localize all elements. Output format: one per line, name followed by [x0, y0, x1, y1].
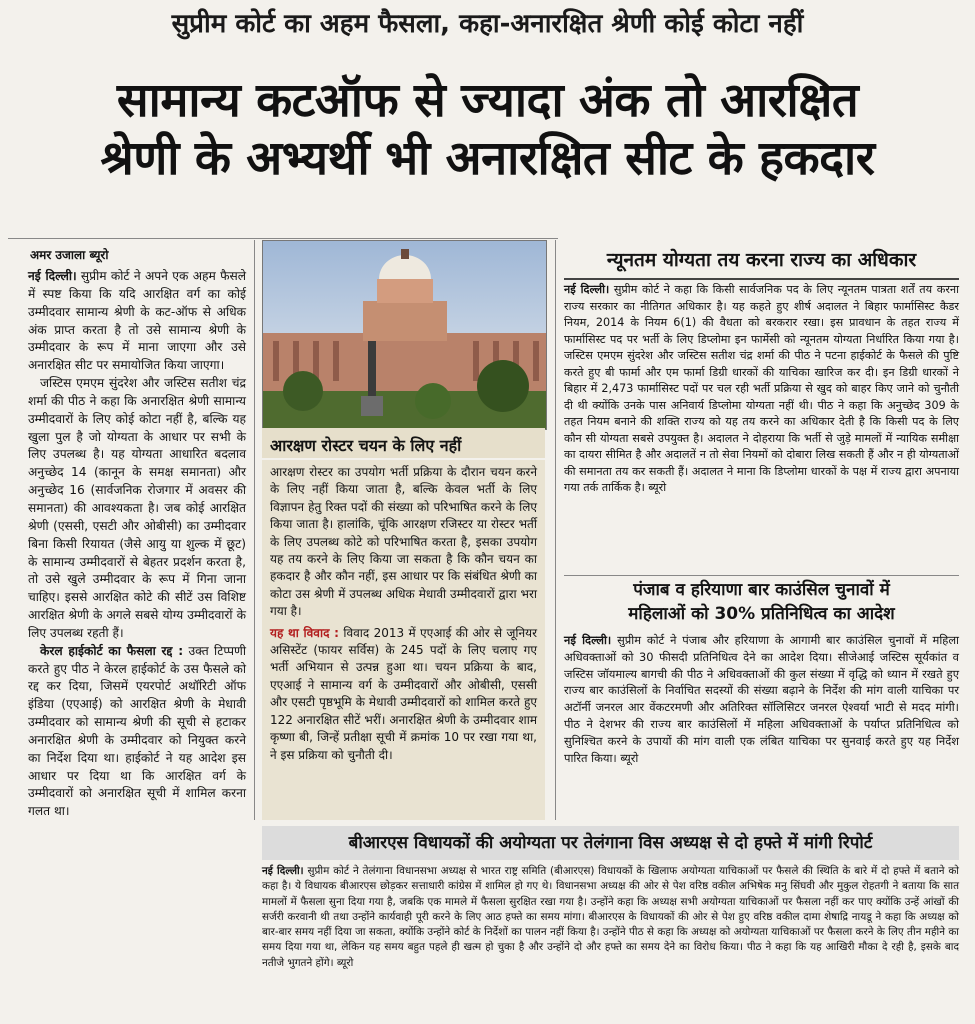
box-para-1: आरक्षण रोस्टर का उपयोग भर्ती प्रक्रिया के दौरान चयन करने के लिए नहीं किया जाता है, बल्कि केवल भर्ती के लिए विज्ञापन हेतु रिक्त पदों की संख्या को परिभाषित करने के लिए किया जाता है। हालांकि, चूंकि आरक्षण रजिस्टर या रोस्टर भर्ती के लिए उपलब्ध कोटे को परिभाषित करता है, इसका उपयोग यह तय करने के लिए किया जा सकता है कि कौन चयन का हकदार है और कौन नहीं, इस आधार पर कि संबंधित श्रेणी का कोटा उस श्रेणी में उपलब्ध अधिक मेधावी उम्मीदवारों द्वारा भरा गया है। — [270, 465, 537, 619]
left-article — [28, 268, 246, 821]
bottom-story — [262, 864, 959, 971]
box-para-2: यह था विवाद : विवाद 2013 में एएआई की ओर से जूनियर असिस्टेंट (फायर सर्विस) के 245 पदों के लिए चलाए गए भर्ती अभियान से उत्पन्न हुआ था। चयन प्रक्रिया के बाद, एएआई ने सामान्य वर्ग के उम्मीदवारों और ओबीसी, एससी और एसटी पृष्ठभूमि के मेधावी उम्मीदवारों को शामिल करते हुए 122 अनारक्षित सीटें भरीं। अनारक्षित श्रेणी के उम्मीदवार शाम कृष्णा बी, जिन्हें प्रतीक्षा सूची में क्रमांक 10 पर रखा गया था, ने इस प्रक्रिया को चुनौती दी। — [270, 625, 537, 762]
right-story-2-title-line-2: महिलाओं को 30% प्रतिनिधित्व का आदेश — [628, 604, 895, 624]
reservation-roster-box — [262, 460, 545, 820]
headline-line-1: सामान्य कटऑफ से ज्यादा अंक तो आरक्षित — [116, 73, 859, 128]
bureau-credit: अमर उजाला ब्यूरो — [30, 248, 109, 262]
dateline: नई दिल्ली। — [262, 865, 304, 877]
headline-line-2: श्रेणी के अभ्यर्थी भी अनारक्षित सीट के हकदार — [100, 131, 875, 186]
main-headline — [10, 72, 965, 188]
dateline: नई दिल्ली। — [564, 283, 610, 296]
box-title: आरक्षण रोस्टर चयन के लिए नहीं — [262, 428, 545, 458]
right-story-2-title-line-1: पंजाब व हरियाणा बार काउंसिल चुनावों में — [633, 580, 890, 600]
column-divider — [254, 240, 255, 820]
left-para-1: नई दिल्ली। सुप्रीम कोर्ट ने अपने एक अहम फैसले में स्पष्ट किया कि यदि आरक्षित वर्ग का कोई उम्मीदवार सामान्य श्रेणी के कट-ऑफ से अधिक अंक प्राप्त करता है तो उसे सामान्य श्रेणी के उम्मीदवार के रूप में माना जाएगा और उसे अनारक्षित सीट पर समायोजित किया जाएगा। — [28, 269, 246, 373]
column-divider — [555, 240, 556, 820]
right-story-1 — [564, 282, 959, 497]
right-story-2-body: नई दिल्ली। सुप्रीम कोर्ट ने पंजाब और हरियाणा के आगामी बार काउंसिल चुनावों में महिला अधिवक्ताओं को 30 फीसदी प्रतिनिधित्व देने का आदेश दिया। सीजेआई जस्टिस सूर्यकांत व जस्टिस जॉयमाल्य बागची की पीठ ने अधिवक्ताओं की कुल संख्या में वृद्धि को ध्यान में रखते हुए राज्य बार काउंसिलों के निर्वाचित सदस्यों की संख्या बढ़ाने के निर्देश की मांग वाली याचिका पर अटॉर्नी जनरल आर वेंकटरमणी और अतिरिक्त सॉलिसिटर जनरल ऐश्वर्या भाटी से मदद मांगी। पीठ ने देशभर की राज्य बार काउंसिलों में महिला अधिवक्ताओं के पर्याप्त प्रतिनिधित्व को सुनिश्चित करने के उपायों की मांग वाली एक लंबित याचिका पर सुनवाई करते हुए यह निर्देश पारित किया। ब्यूरो — [564, 633, 959, 765]
right-story-1-title: न्यूनतम योग्यता तय करना राज्य का अधिकार — [606, 249, 917, 271]
divider — [8, 238, 558, 239]
dateline: नई दिल्ली। — [564, 633, 612, 647]
supreme-court-building-image — [263, 241, 546, 429]
left-para-3: केरल हाईकोर्ट का फैसला रद्द : उक्त टिप्पणी करते हुए पीठ ने केरल हाईकोर्ट के उस फैसले को रद्द कर दिया, जिसमें एयरपोर्ट अथॉरिटी ऑफ इंडिया (एएआई) को आरक्षित श्रेणी के मेधावी उम्मीदवार को सामान्य श्रेणी की सूची से हटाकर अनारक्षित श्रेणी के उम्मीदवार को नियुक्त करने का निर्देश दिया था। हाईकोर्ट ने यह आदेश इस आधार पर दिया था कि आरक्षित वर्ग के उम्मीदवारों को अनारक्षित सूची में शामिल करना गलत था। — [28, 643, 246, 819]
right-story-2-title — [564, 578, 959, 626]
divider — [564, 575, 959, 576]
right-story-1-body: नई दिल्ली। सुप्रीम कोर्ट ने कहा कि किसी सार्वजनिक पद के लिए न्यूनतम पात्रता शर्तें तय करना राज्य सरकार का नीतिगत अधिकार है। यह कहते हुए शीर्ष अदालत ने बिहार फार्मासिस्ट कैडर नियम, 2014 के नियम 6(1) की वैधता को बरकरार रखा। इस प्रावधान के तहत राज्य में फार्मासिस्ट पद पर भर्ती के लिए डिप्लोमा इन फार्मेसी को न्यूनतम योग्यता निर्धारित किया गया है। जस्टिस एमएम सुंदरेश और जस्टिस सतीश चंद्र शर्मा की पीठ ने पटना हाईकोर्ट के फैसले की पुष्टि करते हुए बी फार्मा और एम फार्मा डिग्री धारकों की याचिका खारिज कर दी। इन डिग्री धारकों ने बिहार में 2,473 फार्मासिस्ट पदों पर चल रही भर्ती प्रक्रिया से खुद को बाहर किए जाने को चुनौती दी थी क्योंकि उनके पास अनिवार्य डिप्लोमा योग्यता नहीं थी। पीठ ने कहा कि अनुच्छेद 309 के तहत नियम बनाने की शक्ति राज्य को यह तय करने का अधिकार देती है कि किसी पद के लिए कौन सी योग्यता सबसे उपयुक्त है। अदालत ने दोहराया कि भर्ती से जुड़े मामलों में न्यायिक समीक्षा का दायरा सीमित है और अदालतें न तो सेवा नियमों को दोबारा लिख सकती हैं और न ही योग्यताओं की समानता तय कर सकती हैं। अदालत ने माना कि डिप्लोमा धारकों के पक्ष में राज्य द्वारा अपनाया गया तर्क तार्किक है। ब्यूरो — [564, 283, 960, 494]
dispute-label: यह था विवाद : — [270, 625, 339, 640]
dateline: नई दिल्ली। — [28, 269, 77, 283]
bottom-story-body: नई दिल्ली। सुप्रीम कोर्ट ने तेलंगाना विधानसभा अध्यक्ष से भारत राष्ट्र समिति (बीआरएस) विधायकों के खिलाफ अयोग्यता याचिकाओं पर फैसले की स्थिति के बारे में दो हफ्ते में बताने को कहा है। ये विधायक बीआरएस छोड़कर सत्ताधारी कांग्रेस में शामिल हो गए थे। विधानसभा अध्यक्ष की ओर से पेश वरिष्ठ वकील अभिषेक मनु सिंघवी और मुकुल रोहतगी ने बताया कि सात मामलों में फैसला सुना दिया गया है, जबकि एक मामले में फैसला सुरक्षित रखा गया है। उन्होंने कहा कि अध्यक्ष सभी अयोग्यता याचिकाओं पर फैसला नहीं कर पाए क्योंकि उन्हें आंखों की सर्जरी करवानी थी तथा उन्होंने कार्यवाही पूरी करने के लिए आठ हफ्ते का समय मांगा। बीआरएस के विधायकों की ओर से पेश हुए वरिष्ठ वकील दामा शेषाद्रि नायडू ने कहा कि अध्यक्ष को बार-बार समय नहीं दिया जा सकता, क्योंकि उन्होंने कोर्ट के निर्देशों का पालन नहीं किया है। उन्होंने पीठ से कहा कि अध्यक्ष को अयोग्यता याचिकाओं पर फैसला करने के लिए तीन महीने का समय दिया गया था, लेकिन यह समय बहुत पहले ही खत्म हो चुका है और उन्होंने दो और हफ्ते का समय देने का विरोध किया। पीठ ने कहा कि यह आखिरी मौका दे रही है, इसके बाद नतीजे भुगतने होंगे। ब्यूरो — [262, 865, 959, 969]
bottom-story-title: बीआरएस विधायकों की अयोग्यता पर तेलंगाना विस अध्यक्ष से दो हफ्ते में मांगी रिपोर्ट — [262, 826, 959, 860]
supreme-court-photo — [262, 240, 547, 430]
kicker-headline: सुप्रीम कोर्ट का अहम फैसला, कहा-अनारक्षित श्रेणी कोई कोटा नहीं — [171, 9, 804, 39]
left-subhead: केरल हाईकोर्ट का फैसला रद्द : — [40, 643, 184, 658]
divider — [564, 278, 959, 280]
left-para-2: जस्टिस एमएम सुंदरेश और जस्टिस सतीश चंद्र शर्मा की पीठ ने कहा कि अनारक्षित श्रेणी सामान्य उम्मीदवारों के लिए कोई कोटा नहीं है, बल्कि यह खुला पुल है जो योग्यता के आधार पर सभी के लिए उपलब्ध है। यह योग्यता आधारित बदलाव अनुच्छेद 14 (कानून के समक्ष समानता) और अनुच्छेद 16 (सार्वजनिक रोजगार में अवसर की समानता) की आवश्यकता है। जब कोई आरक्षित श्रेणी (एससी, एसटी और ओबीसी) का उम्मीदवार बिना किसी रियायत (जैसे आयु या शुल्क में छूट) के सामान्य उम्मीदवारों से बेहतर प्रदर्शन करता है, तो उसे खुले उम्मीदवार के रूप में गिना जाना चाहिए। इससे आरक्षित कोटे की सीटें उस विशिष्ट आरक्षित श्रेणी के अगले सबसे योग्य उम्मीदवारों के लिए उपलब्ध रहती हैं। — [28, 376, 246, 640]
right-story-2 — [564, 632, 959, 766]
